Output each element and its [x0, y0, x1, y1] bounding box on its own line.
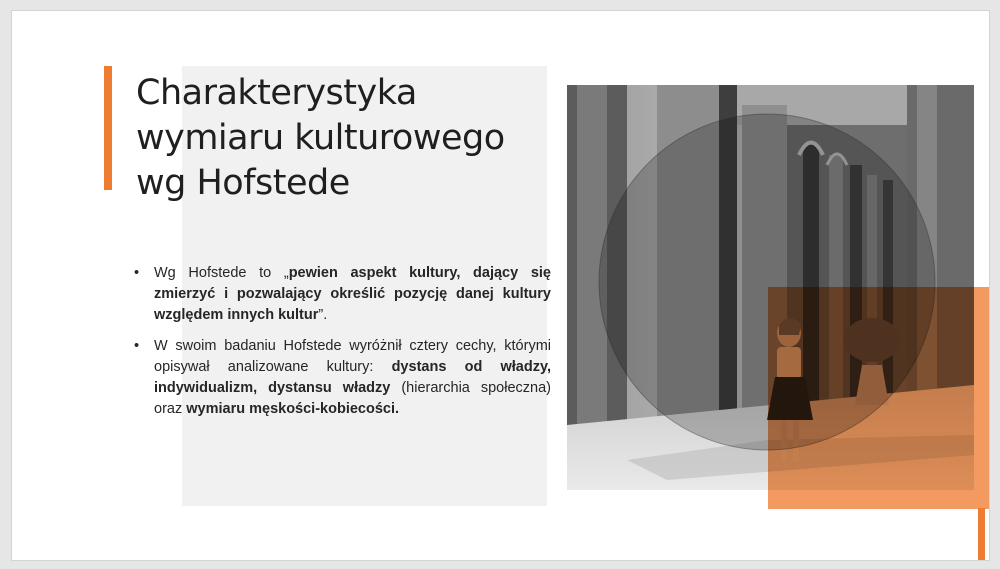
bullet-dot: • — [134, 338, 140, 354]
bullet-list — [133, 263, 551, 430]
bullet-item — [133, 336, 551, 420]
bullet-text: Wg Hofstede to „ — [154, 265, 289, 281]
bullet-text-bold: pewien aspekt kultury, dający się zmierzyć i pozwalający określić pozycję danej kultury względem innych kultur — [154, 265, 551, 323]
title-line: Charakterystyka — [136, 73, 417, 113]
title-line: wymiaru kulturowego — [136, 118, 505, 158]
orange-accent-strip — [978, 508, 985, 560]
bullet-text: ”. — [318, 307, 328, 323]
bullet-text-bold: wymiaru męskości-kobiecości. — [186, 401, 400, 417]
bullet-text-bold: dystans od władzy, indywidualizm, dystansu władzy — [154, 359, 551, 396]
title-accent-bar — [104, 66, 112, 190]
bullet-text: W swoim badaniu Hofstede wyróżnił cztery cechy, którymi opisywał analizowane kultury: — [154, 338, 551, 375]
title-line: wg Hofstede — [136, 163, 350, 203]
orange-accent-block — [768, 287, 989, 509]
bullet-item — [133, 263, 551, 326]
slide-title — [136, 71, 566, 206]
bullet-dot: • — [134, 265, 140, 281]
bullet-text: (hierarchia społeczna) oraz — [154, 380, 551, 417]
slide — [11, 10, 990, 561]
